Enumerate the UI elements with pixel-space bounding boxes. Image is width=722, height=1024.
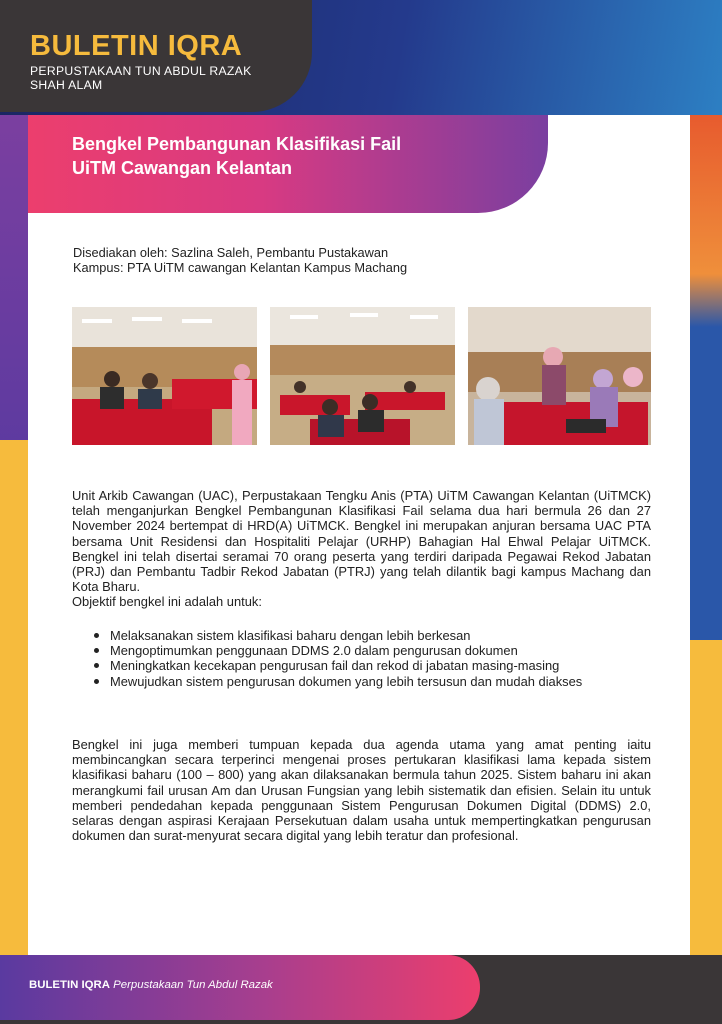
masthead-subtitle-line1: PERPUSTAKAAN TUN ABDUL RAZAK bbox=[30, 64, 252, 78]
article-credits bbox=[73, 245, 407, 275]
list-item bbox=[92, 628, 652, 643]
paragraph-2: Bengkel ini juga memberi tumpuan kepada dua agenda utama yang amat penting iaitu membincangkan secara terperinci mengenai proses pertukaran klasifikasi lama kepada sistem klasifikasi baharu (100 – 800) yang akan dilaksanakan bermula tahun 2025. Sistem baharu ini akan merangkumi fail urusan Am dan Urusan Fungsian yang lebih sistematik dan efisien. Selain itu untuk memberi pendedahan kepada penggunaan Sistem Pengurusan Dokumen Digital (DDMS) 2.0, selaras dengan aspirasi Kerajaan Persekutuan dalam usaha untuk mempertingkatkan pengurusan dokumen dan surat-menyurat secara digital yang lebih teratur dan profesional. bbox=[72, 737, 651, 844]
masthead-subtitle-line2: SHAH ALAM bbox=[30, 78, 103, 92]
paragraph-1 bbox=[72, 488, 651, 610]
article-title bbox=[72, 132, 492, 180]
objective-intro: Objektif bengkel ini adalah untuk: bbox=[72, 594, 262, 610]
workshop-photo-3-image bbox=[468, 307, 651, 445]
footer-caption bbox=[29, 979, 273, 991]
objective-text: Mewujudkan sistem pengurusan dokumen yang lebih tersusun dan mudah diakses bbox=[110, 673, 583, 689]
bullet-icon bbox=[94, 663, 99, 668]
article-title-line2: UiTM Cawangan Kelantan bbox=[72, 158, 293, 178]
list-item bbox=[92, 658, 652, 673]
bullet-icon bbox=[94, 633, 99, 638]
campus: Kampus: PTA UiTM cawangan Kelantan Kampus Machang bbox=[73, 260, 408, 275]
prepared-by: Disediakan oleh: Sazlina Saleh, Pembantu Pustakawan bbox=[73, 245, 389, 260]
footer-brand: BULETIN IQRA bbox=[29, 979, 110, 991]
right-decor-strip-yellow bbox=[690, 640, 722, 960]
left-decor-strip-yellow bbox=[0, 440, 30, 960]
bullet-icon bbox=[94, 679, 99, 684]
masthead-title: BULETIN IQRA bbox=[30, 30, 243, 62]
objective-text: Melaksanakan sistem klasifikasi baharu dengan lebih berkesan bbox=[110, 628, 471, 643]
objective-text: Mengoptimumkan penggunaan DDMS 2.0 dalam pengurusan dokumen bbox=[110, 643, 518, 659]
objectives-list bbox=[92, 628, 652, 689]
workshop-photo-2 bbox=[270, 307, 455, 445]
footer-tagline: Perpustakaan Tun Abdul Razak bbox=[113, 979, 273, 991]
workshop-photo-1-image bbox=[72, 307, 257, 445]
paragraph-1-text: Unit Arkib Cawangan (UAC), Perpustakaan Tengku Anis (PTA) UiTM Cawangan Kelantan (UiTMCK) telah menganjurkan Bengkel Pembangunan Klasifikasi Fail selama dua hari bermula 26 dan 27 November 2024 bertempat di HRD(A) UiTMCK. Bengkel ini merupakan anjuran bersama UAC PTA bersama Unit Residensi dan Hospitaliti Pelajar (URHP) Bahagian Hal Ehwal Pelajar UiTMCK. Bengkel ini telah disertai seramai 70 orang peserta yang terdiri daripada Pegawai Rekod Jabatan (PRJ) dan Pembantu Tadbir Rekod Jabatan (PTRJ) yang telah dilantik bagi kampus Machang dan Kota Bharu. bbox=[72, 488, 651, 595]
workshop-photo-1 bbox=[72, 307, 257, 445]
bullet-icon bbox=[94, 648, 99, 653]
objective-text: Meningkatkan kecekapan pengurusan fail dan rekod di jabatan masing-masing bbox=[110, 658, 560, 674]
article-title-line1: Bengkel Pembangunan Klasifikasi Fail bbox=[72, 134, 402, 154]
list-item bbox=[92, 643, 652, 658]
left-decor-strip bbox=[0, 115, 30, 475]
masthead-subtitle bbox=[30, 64, 310, 92]
right-decor-strip bbox=[690, 115, 722, 645]
workshop-photo-3 bbox=[468, 307, 651, 445]
workshop-photo-2-image bbox=[270, 307, 455, 445]
list-item bbox=[92, 674, 652, 689]
